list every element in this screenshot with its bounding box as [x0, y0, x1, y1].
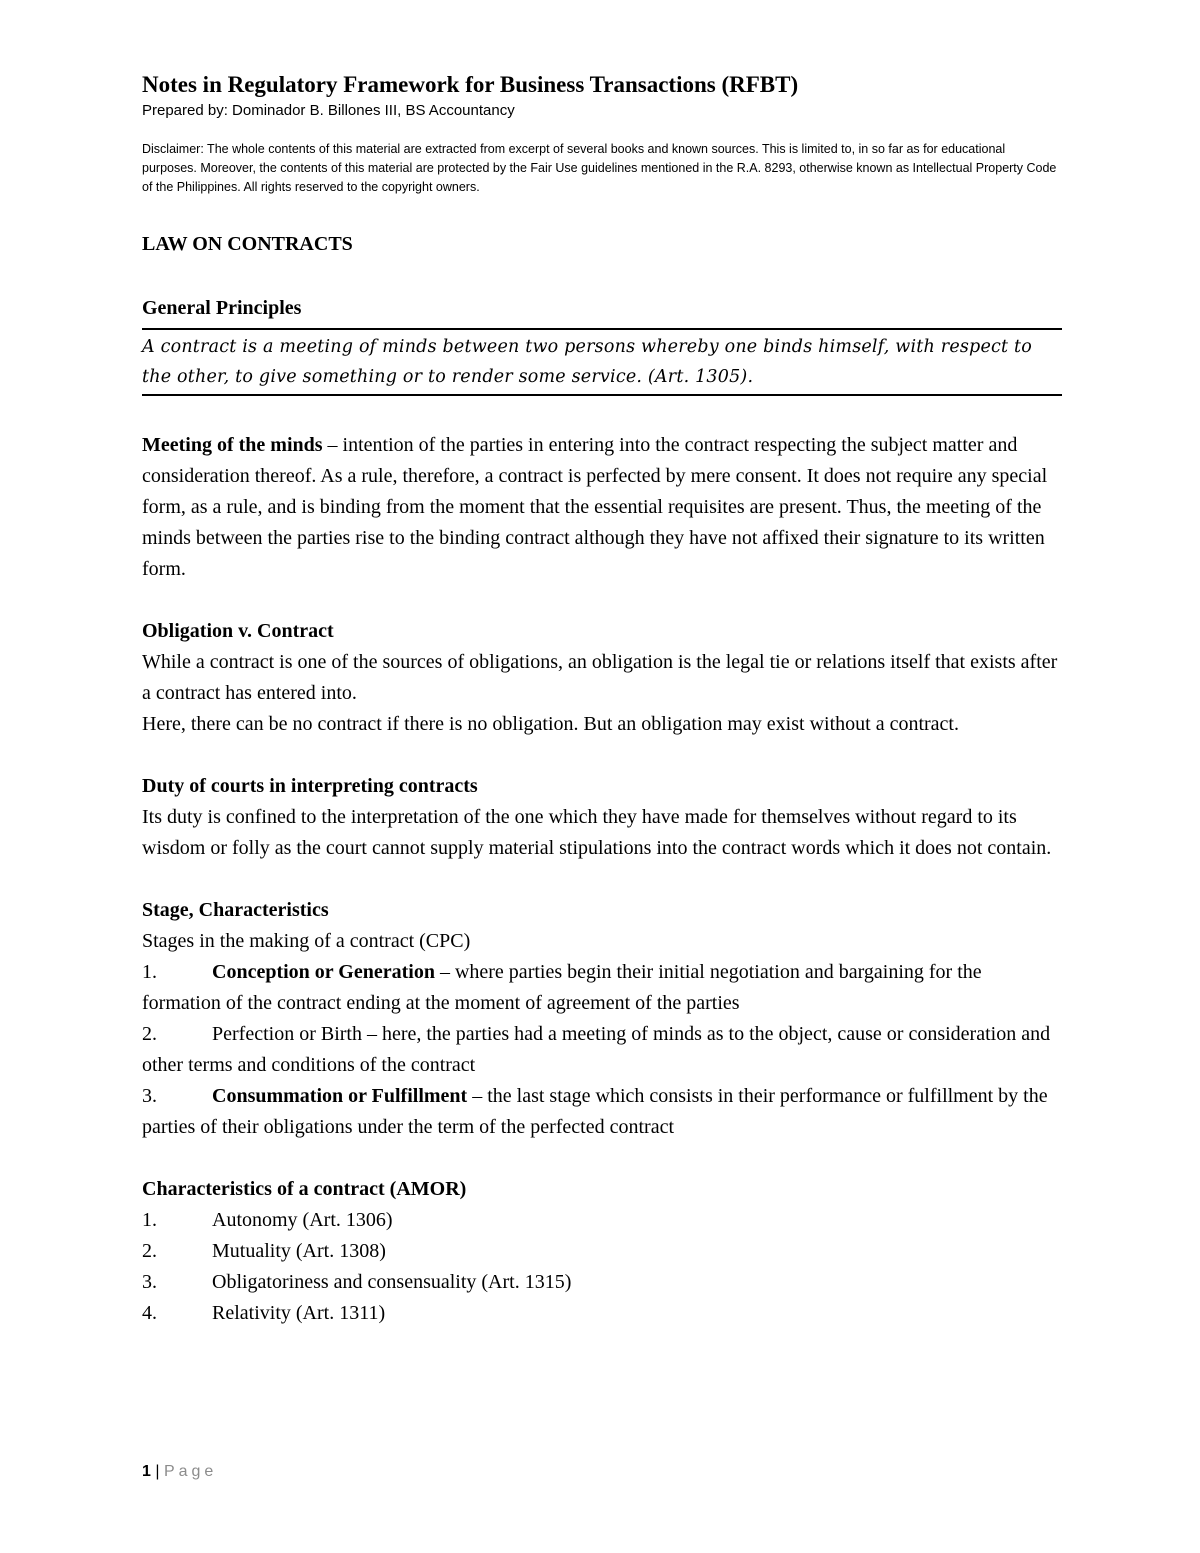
list-item: 3. Obligatoriness and consensuality (Art. 1315): [142, 1271, 572, 1293]
general-principles-heading: General Principles: [142, 297, 302, 319]
obligation-contract-paragraph-2: Here, there can be no contract if there is no obligation. But an obligation may exist without a contract.: [142, 713, 959, 735]
meeting-of-minds-term: Meeting of the minds: [142, 434, 323, 456]
law-heading: LAW ON CONTRACTS: [142, 233, 353, 255]
footer-separator: |: [150, 1463, 164, 1480]
obligation-contract-paragraph-1: While a contract is one of the sources of obligations, an obligation is the legal tie or relations itself that exists after a contract has entered into.: [142, 651, 1058, 704]
duty-of-courts-paragraph: Its duty is confined to the interpretation of the one which they have made for themselves without regard to its wisdom or folly as the court cannot supply material stipulations into the contract words which it does not contain.: [142, 806, 1052, 859]
obligation-contract-heading: Obligation v. Contract: [142, 620, 334, 642]
stages-intro: Stages in the making of a contract (CPC): [142, 930, 471, 952]
prepared-by: Prepared by: Dominador B. Billones III, BS Accountancy: [142, 102, 515, 119]
contract-definition-box: [142, 328, 1062, 396]
document-page: [142, 70, 1062, 1329]
characteristics-heading: Characteristics of a contract (AMOR): [142, 1178, 467, 1200]
list-item: 3. Consummation or Fulfillment – the last stage which consists in their performance or fulfillment by the parties of their obligations under the term of the perfected contract: [142, 1085, 1048, 1138]
document-title: Notes in Regulatory Framework for Business Transactions (RFBT): [142, 72, 799, 97]
page-number: 1: [142, 1463, 151, 1480]
contract-definition: A contract is a meeting of minds between two persons whereby one binds himself, with respect to the other, to give something or to render some service. (Art. 1305).: [142, 337, 1032, 387]
duty-of-courts-heading: Duty of courts in interpreting contracts: [142, 775, 478, 797]
meeting-of-minds-text: – intention of the parties in entering into the contract respecting the subject matter and consideration thereof. As a rule, therefore, a contract is perfected by mere consent. It does not require any special form, as a rule, and is binding from the moment that the essential requisites are present. Thus, the meeting of the minds between the parties rise to the binding contract although they have not affixed their signature to its written form.: [142, 434, 1048, 580]
disclaimer-text: Disclaimer: The whole contents of this material are extracted from excerpt of several books and known sources. This is limited to, in so far as for educational purposes. Moreover, the contents of this material are protected by the Fair Use guidelines mentioned in the R.A. 8293, otherwise known as Intellectual Property Code of the Philippines. All rights reserved to the copyright owners.: [142, 142, 1057, 194]
list-item: 4. Relativity (Art. 1311): [142, 1302, 386, 1324]
page-label: Page: [163, 1463, 218, 1480]
list-item: 2. Perfection or Birth – here, the parties had a meeting of minds as to the object, cause or consideration and other terms and conditions of the contract: [142, 1023, 1051, 1076]
list-item: 2. Mutuality (Art. 1308): [142, 1240, 386, 1262]
page-footer: [142, 1461, 217, 1483]
list-item: 1. Conception or Generation – where parties begin their initial negotiation and bargaining for the formation of the contract ending at the moment of agreement of the parties: [142, 961, 982, 1014]
stages-heading: Stage, Characteristics: [142, 899, 329, 921]
meeting-of-minds-paragraph: [142, 430, 1062, 585]
list-item: 1. Autonomy (Art. 1306): [142, 1209, 393, 1231]
